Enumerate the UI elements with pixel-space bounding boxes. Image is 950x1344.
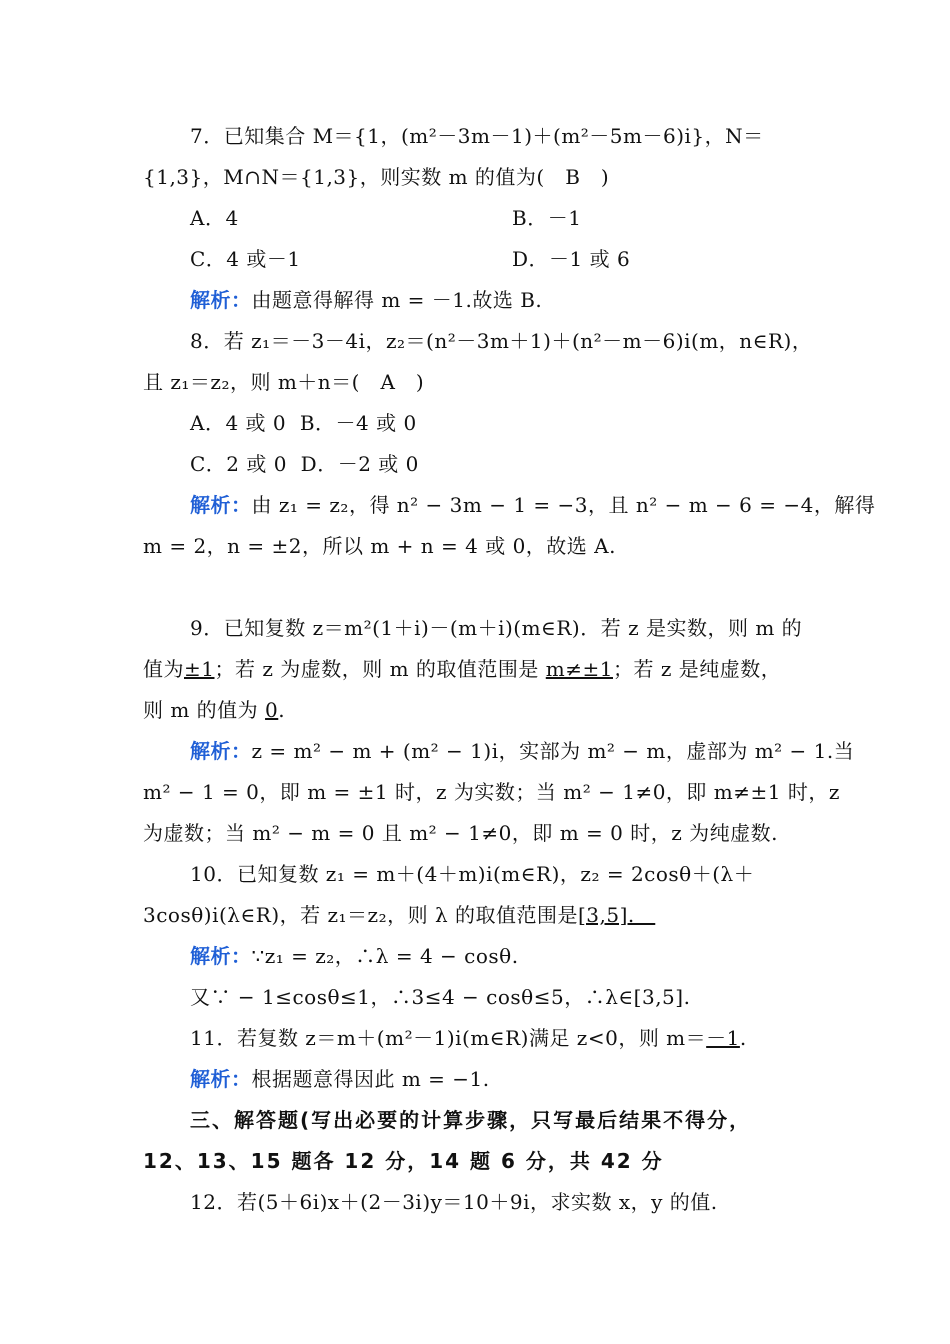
- q9-text: 则 m 的值为: [143, 698, 266, 722]
- q11-analysis: [190, 1064, 930, 1094]
- q11-line1: [190, 1023, 930, 1053]
- q7-analysis: [190, 285, 890, 315]
- q10-text: 3cosθ)i(λ∈R)，若 z₁＝z₂，则 λ 的取值范围是: [143, 903, 578, 927]
- q7-option-b: B．－1: [512, 206, 582, 230]
- analysis-text: 由题意得解得 m = －1.故选 B.: [251, 288, 543, 312]
- q9-line3: [143, 695, 923, 725]
- q7-line2: {1,3}，M∩N＝{1,3}，则实数 m 的值为( B ): [143, 165, 610, 189]
- q8-analysis-line1: [190, 490, 930, 520]
- q10-line1: 10．已知复数 z₁ = m＋(4＋m)i(m∈R)，z₂ = 2cosθ＋(λ＋: [190, 862, 755, 886]
- q7-option-c: C．4 或－1: [190, 247, 301, 271]
- analysis-label: 解析：: [190, 288, 252, 312]
- q9-analysis-line3: 为虚数；当 m² − m = 0 且 m² − 1≠0，即 m = 0 时，z 为纯虚数.: [143, 821, 778, 845]
- section-heading-line1: 三、解答题(写出必要的计算步骤，只写最后结果不得分，: [190, 1108, 752, 1132]
- q8-line1: 8．若 z₁＝－3－4i，z₂＝(n²－3m＋1)＋(n²－m－6)i(m，n∈R)，: [190, 329, 813, 353]
- q7-option-d: D．－1 或 6: [512, 247, 631, 271]
- analysis-label: 解析：: [190, 1067, 252, 1091]
- q10-analysis-line1: [190, 941, 930, 971]
- q9-line1: 9．已知复数 z＝m²(1＋i)－(m＋i)(m∈R)．若 z 是实数，则 m 的: [190, 616, 803, 640]
- q9-analysis-line1: [190, 736, 930, 766]
- analysis-label: 解析：: [190, 944, 252, 968]
- q11-text: 11．若复数 z＝m＋(m²－1)i(m∈R)满足 z<0，则 m＝: [190, 1026, 707, 1050]
- q11-answer: －1: [706, 1026, 740, 1050]
- q9-text: .: [278, 698, 286, 722]
- analysis-text: ∵z₁ = z₂，∴λ = 4 − cosθ.: [251, 944, 519, 968]
- q11-text: .: [739, 1026, 747, 1050]
- q9-answer-imaginary: m≠±1: [545, 657, 613, 681]
- q12-line1: 12．若(5＋6i)x＋(2－3i)y＝10＋9i，求实数 x，y 的值.: [190, 1190, 718, 1214]
- q10-answer: [3,5].: [577, 903, 656, 927]
- q8-line2: 且 z₁＝z₂，则 m＋n＝( A ): [143, 370, 425, 394]
- q9-analysis-line2: m² − 1 = 0，即 m = ±1 时，z 为实数；当 m² − 1≠0，即 m≠±1 时，z: [143, 780, 840, 804]
- q9-line2: [143, 654, 923, 684]
- section-heading-line2: 12、13、15 题各 12 分，14 题 6 分，共 42 分: [143, 1149, 664, 1173]
- q9-text: ；若 z 为虚数，则 m 的取值范围是: [214, 657, 546, 681]
- q10-analysis-line2: 又∵ − 1≤cosθ≤1，∴3≤4 − cosθ≤5，∴λ∈[3,5].: [190, 985, 691, 1009]
- analysis-text: 由 z₁ = z₂，得 n² − 3m − 1 = −3，且 n² − m − 6 = −4，解得: [251, 493, 876, 517]
- analysis-label: 解析：: [190, 739, 252, 763]
- q10-line2: [143, 900, 923, 930]
- q9-text: 值为: [143, 657, 184, 681]
- q8-analysis-line2: m = 2，n = ±2，所以 m + n = 4 或 0，故选 A.: [143, 534, 616, 558]
- q8-options-cd: C．2 或 0 D．－2 或 0: [190, 452, 419, 476]
- q9-answer-real: ±1: [184, 657, 215, 681]
- analysis-text: z = m² − m + (m² − 1)i，实部为 m² − m，虚部为 m² − 1.当: [251, 739, 855, 763]
- q9-text: ；若 z 是纯虚数，: [613, 657, 782, 681]
- q8-options-ab: A．4 或 0 B．－4 或 0: [190, 411, 417, 435]
- q7-line1: 7．已知集合 M＝{1，(m²－3m－1)＋(m²－5m－6)i}，N＝: [190, 124, 764, 148]
- q9-answer-pure-imaginary: 0: [265, 698, 279, 722]
- analysis-text: 根据题意得因此 m = −1.: [251, 1067, 490, 1091]
- q7-option-a: A．4: [190, 206, 239, 230]
- analysis-label: 解析：: [190, 493, 252, 517]
